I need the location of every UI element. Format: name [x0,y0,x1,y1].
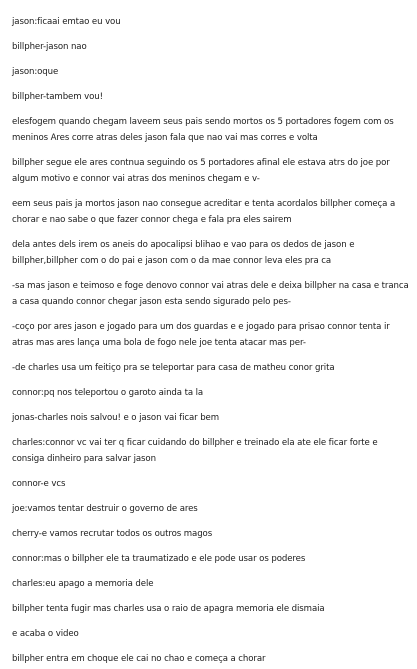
paragraph-6: billpher segue ele ares contnua seguindo os 5 portadores afinal ele estava atrs do joe por algum motivo e connor vai atras dos meninos chegam e v- [12,158,390,184]
paragraph-11: -de charles usa um feitiço pra se teleportar para casa de matheu conor grita [12,363,335,373]
paragraph-14: charles:connor vc vai ter q ficar cuidando do billpher e treinado ela ate ele ficar forte e consiga dinheiro para salvar jason [12,438,378,464]
paragraph-1: jason:ficaai emtao eu vou [12,17,121,27]
paragraph-2: billpher-jason nao [12,42,87,52]
paragraph-18: connor:mas o billpher ele ta traumatizado e ele pode usar os poderes [12,554,306,564]
paragraph-10: -coço por ares jason e jogado para um dos guardas e e jogado para prisao connor tenta ir atras mas ares lança uma bola de fogo nele joe tenta atacar mas per- [12,322,390,348]
paragraph-7: eem seus pais ja mortos jason nao consegue acreditar e tenta acordalos billpher começa a chorar e nao sabe o que fazer connor chega e fala pra eles sairem [12,199,396,225]
paragraph-9: -sa mas jason e teimoso e foge denovo connor vai atras dele e deixa billpher na casa e tranca a casa quando connor chegar jason esta sendo sigurado pelo pes- [12,281,409,307]
paragraph-20: billpher tenta fugir mas charles usa o raio de apagra memoria ele dismaia [12,604,325,614]
paragraph-5: elesfogem quando chegam laveem seus pais sendo mortos os 5 portadores fogem com os meninos Ares corre atras deles jason fala que nao vai mas corres e volta [12,117,394,143]
paragraph-16: joe:vamos tentar destruir o governo de ares [12,504,198,514]
paragraph-13: jonas-charles nois salvou! e o jason vai ficar bem [12,413,220,423]
paragraph-3: jason:oque [12,67,59,77]
paragraph-22: billpher entra em choque ele cai no chao e começa a chorar [12,654,266,664]
paragraph-15: connor-e vcs [12,479,66,489]
paragraph-21: e acaba o video [12,629,79,639]
paragraph-19: charles:eu apago a memoria dele [12,579,154,589]
story-document [12,14,410,667]
paragraph-17: cherry-e vamos recrutar todos os outros magos [12,529,213,539]
paragraph-8: dela antes dels irem os aneis do apocalipsi blihao e vao para os dedos de jason e billpher,billpher com o do pai e jason com o da mae connor leva eles pra ca [12,240,355,266]
paragraph-12: connor:pq nos teleportou o garoto ainda ta la [12,388,204,398]
paragraph-4: billpher-tambem vou! [12,92,103,102]
